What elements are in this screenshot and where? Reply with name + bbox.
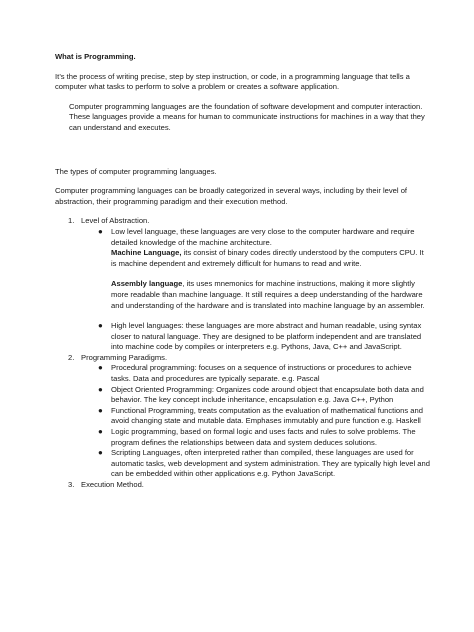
list-item: [98, 384, 430, 406]
section-item: [55, 480, 430, 491]
bullet-icon: ●: [98, 405, 103, 415]
bullet-icon: ●: [98, 384, 103, 394]
list-item-text: Functional Programming, treats computation as the evaluation of mathematical functions and avoid changing state and mutable data. Emphases immutably and pure function e.g. Haskell: [111, 405, 423, 426]
term-description: its consist of binary codes directly understood by the computers CPU. It is machine dependent and extremely difficult for humans to read and write.: [111, 248, 424, 268]
bullet-icon: ●: [98, 321, 103, 331]
bullet-icon: ●: [98, 448, 103, 458]
list-item-text: Logic programming, based on formal logic and uses facts and rules to solve problems. The program defines the relationships between data and system deduces solutions.: [111, 427, 416, 447]
bullet-icon: ●: [98, 226, 103, 236]
sections-list: [55, 216, 430, 490]
sub-paragraph: [111, 279, 430, 311]
section-number: 2.: [68, 352, 75, 362]
list-item-text: High level languages: these languages are more abstract and human readable, using syntax closer to natural language. They are designed to be platform independent and are translated into machine code by compiles or interpreters e.g. Pythons, Java, C++ and JavaScript.: [111, 321, 422, 352]
list-item-text: Scripting Languages, often interpreted rather than compiled, these languages are used for automatic tasks, web development and system administration. They are typically high level and can be embedded within other applications e.g. Python JavaScript.: [111, 448, 430, 479]
bullet-list: [98, 363, 430, 480]
sub-paragraph: [111, 248, 430, 269]
list-item: [98, 448, 430, 480]
bullet-icon: ●: [98, 427, 103, 437]
list-item: [98, 405, 430, 427]
bullet-icon: ●: [98, 363, 103, 373]
list-item: [98, 226, 430, 321]
quote-paragraph: Computer programming languages are the foundation of software development and computer interaction. These languages provide a means for human to communicate instructions for machines in a way that they can understand and executes.: [69, 101, 425, 132]
list-item: [98, 427, 430, 448]
list-item-text: Object Oriented Programming: Organizes code around object that encapsulate both data and behavior. The key concept include inheritance, encapsulation e.g. Java C++, Python: [111, 384, 424, 405]
types-intro: Computer programming languages can be broadly categorized in several ways, including by their level of abstraction, their programming paradigm and their execution method.: [55, 186, 408, 206]
section-number: 1.: [68, 216, 75, 226]
section-item: [55, 216, 430, 353]
types-heading: The types of computer programming languages.: [55, 166, 217, 176]
document-body: [55, 52, 430, 491]
section-heading: Programming Paradigms.: [81, 352, 168, 362]
section-heading: Execution Method.: [81, 480, 144, 489]
section-item: [55, 353, 430, 480]
term-description: , its uses mnemonics for machine instructions, making it more slightly more readable than machine language. It still requires a deep understanding of the hardware and understanding of the hardware and is translated into machine language by an assembler.: [111, 279, 425, 310]
intro-paragraph: It’s the process of writing precise, step by step instruction, or code, in a programming language that tells a computer what tasks to perform to solve a problem or creates a software application.: [55, 71, 410, 92]
section-number: 3.: [68, 480, 75, 489]
list-item-text: Procedural programming: focuses on a sequence of instructions or procedures to achieve tasks. Data and procedures are typically separate. e.g. Pascal: [111, 363, 412, 384]
term: Machine Language,: [111, 248, 182, 258]
list-item: [98, 363, 430, 384]
doc-title: What is Programming.: [55, 52, 136, 61]
section-heading: Level of Abstraction.: [81, 216, 150, 226]
term: Assembly language: [111, 279, 183, 289]
list-item: [98, 321, 430, 353]
bullet-list: [98, 226, 430, 353]
list-item-text: Low level language, these languages are very close to the computer hardware and require detailed knowledge of the machine architecture.: [111, 226, 415, 247]
